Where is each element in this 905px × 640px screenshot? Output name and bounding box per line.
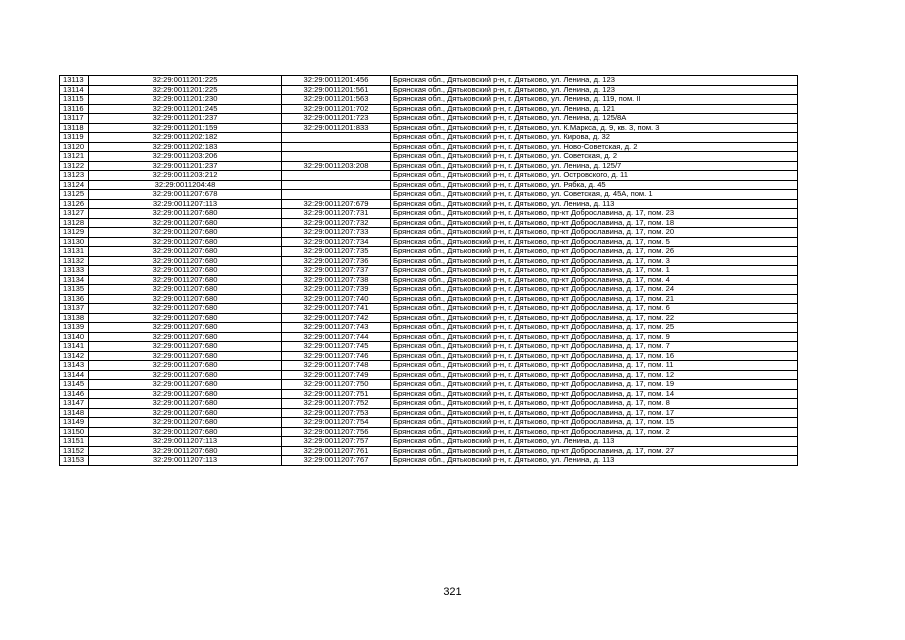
table-row	[60, 408, 798, 418]
table-row	[60, 323, 798, 333]
quarter-number-cell: 32:29:0011207:680	[89, 342, 282, 352]
table-row	[60, 123, 798, 133]
quarter-number-cell: 32:29:0011207:113	[89, 199, 282, 209]
row-number-cell: 13144	[60, 370, 89, 380]
address-cell: Брянская обл., Дятьковский р-н, г. Дятьково, ул. Ленина, д. 125/7	[391, 161, 798, 171]
address-cell: Брянская обл., Дятьковский р-н, г. Дятьково, пр-кт Доброславина, д. 17, пом. 21	[391, 294, 798, 304]
table-row	[60, 361, 798, 371]
table-row	[60, 342, 798, 352]
cadastral-number-cell: 32:29:0011201:833	[282, 123, 391, 133]
cadastral-number-cell: 32:29:0011207:748	[282, 361, 391, 371]
address-cell: Брянская обл., Дятьковский р-н, г. Дятьково, пр-кт Доброславина, д. 17, пом. 11	[391, 361, 798, 371]
quarter-number-cell: 32:29:0011207:678	[89, 190, 282, 200]
quarter-number-cell: 32:29:0011201:245	[89, 104, 282, 114]
address-cell: Брянская обл., Дятьковский р-н, г. Дятьково, пр-кт Доброславина, д. 17, пом. 6	[391, 304, 798, 314]
row-number-cell: 13133	[60, 266, 89, 276]
address-cell: Брянская обл., Дятьковский р-н, г. Дятьково, пр-кт Доброславина, д. 17, пом. 17	[391, 408, 798, 418]
quarter-number-cell: 32:29:0011207:680	[89, 275, 282, 285]
row-number-cell: 13130	[60, 237, 89, 247]
row-number-cell: 13149	[60, 418, 89, 428]
address-cell: Брянская обл., Дятьковский р-н, г. Дятьково, ул. Ново-Советская, д. 2	[391, 142, 798, 152]
address-cell: Брянская обл., Дятьковский р-н, г. Дятьково, пр-кт Доброславина, д. 17, пом. 3	[391, 256, 798, 266]
cadastral-number-cell: 32:29:0011207:753	[282, 408, 391, 418]
table-row	[60, 399, 798, 409]
quarter-number-cell: 32:29:0011207:680	[89, 446, 282, 456]
quarter-number-cell: 32:29:0011207:680	[89, 266, 282, 276]
cadastral-number-cell: 32:29:0011207:732	[282, 218, 391, 228]
quarter-number-cell: 32:29:0011207:680	[89, 370, 282, 380]
row-number-cell: 13119	[60, 133, 89, 143]
quarter-number-cell: 32:29:0011207:680	[89, 209, 282, 219]
cadastral-number-cell: 32:29:0011207:752	[282, 399, 391, 409]
row-number-cell: 13124	[60, 180, 89, 190]
table-row	[60, 332, 798, 342]
cadastral-number-cell	[282, 190, 391, 200]
cadastral-number-cell: 32:29:0011207:738	[282, 275, 391, 285]
table-row	[60, 427, 798, 437]
address-cell: Брянская обл., Дятьковский р-н, г. Дятьково, пр-кт Доброславина, д. 17, пом. 27	[391, 446, 798, 456]
row-number-cell: 13146	[60, 389, 89, 399]
quarter-number-cell: 32:29:0011207:680	[89, 304, 282, 314]
address-cell: Брянская обл., Дятьковский р-н, г. Дятьково, пр-кт Доброславина, д. 17, пом. 4	[391, 275, 798, 285]
table-row	[60, 142, 798, 152]
cadastral-table-body	[60, 76, 798, 466]
row-number-cell: 13122	[60, 161, 89, 171]
cadastral-number-cell: 32:29:0011207:756	[282, 427, 391, 437]
address-cell: Брянская обл., Дятьковский р-н, г. Дятьково, ул. Советская, д. 45А, пом. 1	[391, 190, 798, 200]
row-number-cell: 13127	[60, 209, 89, 219]
cadastral-number-cell: 32:29:0011207:734	[282, 237, 391, 247]
row-number-cell: 13115	[60, 95, 89, 105]
cadastral-number-cell: 32:29:0011201:456	[282, 76, 391, 86]
quarter-number-cell: 32:29:0011203:206	[89, 152, 282, 162]
cadastral-number-cell: 32:29:0011207:746	[282, 351, 391, 361]
row-number-cell: 13137	[60, 304, 89, 314]
quarter-number-cell: 32:29:0011207:680	[89, 247, 282, 257]
address-cell: Брянская обл., Дятьковский р-н, г. Дятьково, пр-кт Доброславина, д. 17, пом. 18	[391, 218, 798, 228]
row-number-cell: 13114	[60, 85, 89, 95]
row-number-cell: 13152	[60, 446, 89, 456]
cadastral-number-cell: 32:29:0011207:744	[282, 332, 391, 342]
quarter-number-cell: 32:29:0011201:225	[89, 76, 282, 86]
row-number-cell: 13134	[60, 275, 89, 285]
address-cell: Брянская обл., Дятьковский р-н, г. Дятьково, ул. Ленина, д. 125/8А	[391, 114, 798, 124]
cadastral-number-cell: 32:29:0011207:742	[282, 313, 391, 323]
cadastral-number-cell: 32:29:0011207:739	[282, 285, 391, 295]
row-number-cell: 13143	[60, 361, 89, 371]
address-cell: Брянская обл., Дятьковский р-н, г. Дятьково, пр-кт Доброславина, д. 17, пом. 14	[391, 389, 798, 399]
row-number-cell: 13138	[60, 313, 89, 323]
address-cell: Брянская обл., Дятьковский р-н, г. Дятьково, пр-кт Доброславина, д. 17, пом. 26	[391, 247, 798, 257]
address-cell: Брянская обл., Дятьковский р-н, г. Дятьково, ул. Ленина, д. 113	[391, 199, 798, 209]
row-number-cell: 13120	[60, 142, 89, 152]
quarter-number-cell: 32:29:0011201:159	[89, 123, 282, 133]
cadastral-number-cell: 32:29:0011207:731	[282, 209, 391, 219]
table-row	[60, 76, 798, 86]
quarter-number-cell: 32:29:0011207:680	[89, 361, 282, 371]
address-cell: Брянская обл., Дятьковский р-н, г. Дятьково, пр-кт Доброславина, д. 17, пом. 8	[391, 399, 798, 409]
quarter-number-cell: 32:29:0011207:113	[89, 456, 282, 466]
row-number-cell: 13129	[60, 228, 89, 238]
quarter-number-cell: 32:29:0011207:680	[89, 285, 282, 295]
cadastral-number-cell: 32:29:0011201:702	[282, 104, 391, 114]
address-cell: Брянская обл., Дятьковский р-н, г. Дятьково, пр-кт Доброславина, д. 17, пом. 20	[391, 228, 798, 238]
address-cell: Брянская обл., Дятьковский р-н, г. Дятьково, ул. Ленина, д. 113	[391, 456, 798, 466]
cadastral-table	[59, 75, 798, 466]
address-cell: Брянская обл., Дятьковский р-н, г. Дятьково, ул. Ленина, д. 123	[391, 76, 798, 86]
table-row	[60, 446, 798, 456]
row-number-cell: 13136	[60, 294, 89, 304]
cadastral-number-cell: 32:29:0011201:563	[282, 95, 391, 105]
table-row	[60, 313, 798, 323]
address-cell: Брянская обл., Дятьковский р-н, г. Дятьково, ул. Островского, д. 11	[391, 171, 798, 181]
cadastral-number-cell: 32:29:0011207:733	[282, 228, 391, 238]
table-row	[60, 85, 798, 95]
quarter-number-cell: 32:29:0011207:680	[89, 389, 282, 399]
cadastral-number-cell: 32:29:0011207:754	[282, 418, 391, 428]
address-cell: Брянская обл., Дятьковский р-н, г. Дятьково, пр-кт Доброславина, д. 17, пом. 24	[391, 285, 798, 295]
cadastral-number-cell: 32:29:0011207:740	[282, 294, 391, 304]
table-row	[60, 152, 798, 162]
table-row	[60, 285, 798, 295]
quarter-number-cell: 32:29:0011202:183	[89, 142, 282, 152]
table-row	[60, 237, 798, 247]
table-row	[60, 275, 798, 285]
address-cell: Брянская обл., Дятьковский р-н, г. Дятьково, пр-кт Доброславина, д. 17, пом. 7	[391, 342, 798, 352]
cadastral-number-cell: 32:29:0011207:741	[282, 304, 391, 314]
row-number-cell: 13141	[60, 342, 89, 352]
cadastral-number-cell: 32:29:0011207:767	[282, 456, 391, 466]
table-row	[60, 266, 798, 276]
page-number: 321	[443, 586, 462, 598]
address-cell: Брянская обл., Дятьковский р-н, г. Дятьково, ул. Ленина, д. 121	[391, 104, 798, 114]
address-cell: Брянская обл., Дятьковский р-н, г. Дятьково, ул. Кирова, д. 32	[391, 133, 798, 143]
table-row	[60, 418, 798, 428]
quarter-number-cell: 32:29:0011207:680	[89, 399, 282, 409]
row-number-cell: 13132	[60, 256, 89, 266]
cadastral-number-cell: 32:29:0011207:757	[282, 437, 391, 447]
address-cell: Брянская обл., Дятьковский р-н, г. Дятьково, пр-кт Доброславина, д. 17, пом. 5	[391, 237, 798, 247]
cadastral-number-cell	[282, 180, 391, 190]
table-row	[60, 114, 798, 124]
quarter-number-cell: 32:29:0011201:230	[89, 95, 282, 105]
cadastral-number-cell: 32:29:0011207:679	[282, 199, 391, 209]
quarter-number-cell: 32:29:0011201:225	[89, 85, 282, 95]
row-number-cell: 13125	[60, 190, 89, 200]
quarter-number-cell: 32:29:0011207:680	[89, 380, 282, 390]
row-number-cell: 13118	[60, 123, 89, 133]
row-number-cell: 13126	[60, 199, 89, 209]
quarter-number-cell: 32:29:0011207:680	[89, 351, 282, 361]
address-cell: Брянская обл., Дятьковский р-н, г. Дятьково, ул. Ленина, д. 113	[391, 437, 798, 447]
table-row	[60, 104, 798, 114]
address-cell: Брянская обл., Дятьковский р-н, г. Дятьково, пр-кт Доброславина, д. 17, пом. 25	[391, 323, 798, 333]
quarter-number-cell: 32:29:0011207:113	[89, 437, 282, 447]
table-row	[60, 380, 798, 390]
row-number-cell: 13139	[60, 323, 89, 333]
quarter-number-cell: 32:29:0011207:680	[89, 294, 282, 304]
table-row	[60, 171, 798, 181]
table-row	[60, 304, 798, 314]
table-row	[60, 389, 798, 399]
cadastral-number-cell: 32:29:0011201:561	[282, 85, 391, 95]
table-row	[60, 351, 798, 361]
address-cell: Брянская обл., Дятьковский р-н, г. Дятьково, пр-кт Доброславина, д. 17, пом. 23	[391, 209, 798, 219]
row-number-cell: 13123	[60, 171, 89, 181]
cadastral-number-cell: 32:29:0011201:723	[282, 114, 391, 124]
quarter-number-cell: 32:29:0011207:680	[89, 218, 282, 228]
row-number-cell: 13142	[60, 351, 89, 361]
quarter-number-cell: 32:29:0011207:680	[89, 332, 282, 342]
table-row	[60, 218, 798, 228]
row-number-cell: 13113	[60, 76, 89, 86]
quarter-number-cell: 32:29:0011207:680	[89, 256, 282, 266]
row-number-cell: 13147	[60, 399, 89, 409]
row-number-cell: 13121	[60, 152, 89, 162]
address-cell: Брянская обл., Дятьковский р-н, г. Дятьково, пр-кт Доброславина, д. 17, пом. 16	[391, 351, 798, 361]
table-row	[60, 456, 798, 466]
quarter-number-cell: 32:29:0011202:182	[89, 133, 282, 143]
address-cell: Брянская обл., Дятьковский р-н, г. Дятьково, пр-кт Доброславина, д. 17, пом. 15	[391, 418, 798, 428]
row-number-cell: 13150	[60, 427, 89, 437]
address-cell: Брянская обл., Дятьковский р-н, г. Дятьково, ул. К.Маркса, д. 9, кв. 3, пом. 3	[391, 123, 798, 133]
cadastral-number-cell: 32:29:0011207:751	[282, 389, 391, 399]
cadastral-number-cell: 32:29:0011207:735	[282, 247, 391, 257]
table-row	[60, 370, 798, 380]
row-number-cell: 13151	[60, 437, 89, 447]
quarter-number-cell: 32:29:0011207:680	[89, 427, 282, 437]
row-number-cell: 13153	[60, 456, 89, 466]
quarter-number-cell: 32:29:0011207:680	[89, 408, 282, 418]
row-number-cell: 13116	[60, 104, 89, 114]
row-number-cell: 13140	[60, 332, 89, 342]
address-cell: Брянская обл., Дятьковский р-н, г. Дятьково, ул. Ленина, д. 119, пом. II	[391, 95, 798, 105]
row-number-cell: 13128	[60, 218, 89, 228]
table-row	[60, 133, 798, 143]
cadastral-number-cell: 32:29:0011207:736	[282, 256, 391, 266]
table-row	[60, 228, 798, 238]
address-cell: Брянская обл., Дятьковский р-н, г. Дятьково, пр-кт Доброславина, д. 17, пом. 12	[391, 370, 798, 380]
row-number-cell: 13145	[60, 380, 89, 390]
row-number-cell: 13117	[60, 114, 89, 124]
table-row	[60, 247, 798, 257]
quarter-number-cell: 32:29:0011203:212	[89, 171, 282, 181]
address-cell: Брянская обл., Дятьковский р-н, г. Дятьково, ул. Ленина, д. 123	[391, 85, 798, 95]
cadastral-number-cell: 32:29:0011207:750	[282, 380, 391, 390]
address-cell: Брянская обл., Дятьковский р-н, г. Дятьково, пр-кт Доброславина, д. 17, пом. 22	[391, 313, 798, 323]
table-row	[60, 161, 798, 171]
quarter-number-cell: 32:29:0011207:680	[89, 228, 282, 238]
table-row	[60, 180, 798, 190]
address-cell: Брянская обл., Дятьковский р-н, г. Дятьково, пр-кт Доброславина, д. 17, пом. 1	[391, 266, 798, 276]
quarter-number-cell: 32:29:0011207:680	[89, 323, 282, 333]
cadastral-number-cell: 32:29:0011207:737	[282, 266, 391, 276]
table-row	[60, 199, 798, 209]
cadastral-number-cell	[282, 142, 391, 152]
row-number-cell: 13148	[60, 408, 89, 418]
cadastral-number-cell: 32:29:0011207:749	[282, 370, 391, 380]
table-row	[60, 294, 798, 304]
row-number-cell: 13135	[60, 285, 89, 295]
cadastral-number-cell: 32:29:0011207:761	[282, 446, 391, 456]
table-row	[60, 95, 798, 105]
quarter-number-cell: 32:29:0011207:680	[89, 418, 282, 428]
address-cell: Брянская обл., Дятьковский р-н, г. Дятьково, пр-кт Доброславина, д. 17, пом. 19	[391, 380, 798, 390]
address-cell: Брянская обл., Дятьковский р-н, г. Дятьково, ул. Советская, д. 2	[391, 152, 798, 162]
quarter-number-cell: 32:29:0011204:48	[89, 180, 282, 190]
cadastral-number-cell: 32:29:0011207:745	[282, 342, 391, 352]
cadastral-number-cell: 32:29:0011207:743	[282, 323, 391, 333]
quarter-number-cell: 32:29:0011207:680	[89, 313, 282, 323]
cadastral-number-cell	[282, 133, 391, 143]
table-row	[60, 190, 798, 200]
cadastral-number-cell	[282, 171, 391, 181]
cadastral-number-cell	[282, 152, 391, 162]
table-row	[60, 256, 798, 266]
address-cell: Брянская обл., Дятьковский р-н, г. Дятьково, пр-кт Доброславина, д. 17, пом. 9	[391, 332, 798, 342]
address-cell: Брянская обл., Дятьковский р-н, г. Дятьково, пр-кт Доброславина, д. 17, пом. 2	[391, 427, 798, 437]
table-row	[60, 209, 798, 219]
row-number-cell: 13131	[60, 247, 89, 257]
quarter-number-cell: 32:29:0011207:680	[89, 237, 282, 247]
address-cell: Брянская обл., Дятьковский р-н, г. Дятьково, ул. Рябка, д. 45	[391, 180, 798, 190]
quarter-number-cell: 32:29:0011201:237	[89, 114, 282, 124]
quarter-number-cell: 32:29:0011201:237	[89, 161, 282, 171]
table-row	[60, 437, 798, 447]
cadastral-number-cell: 32:29:0011203:208	[282, 161, 391, 171]
